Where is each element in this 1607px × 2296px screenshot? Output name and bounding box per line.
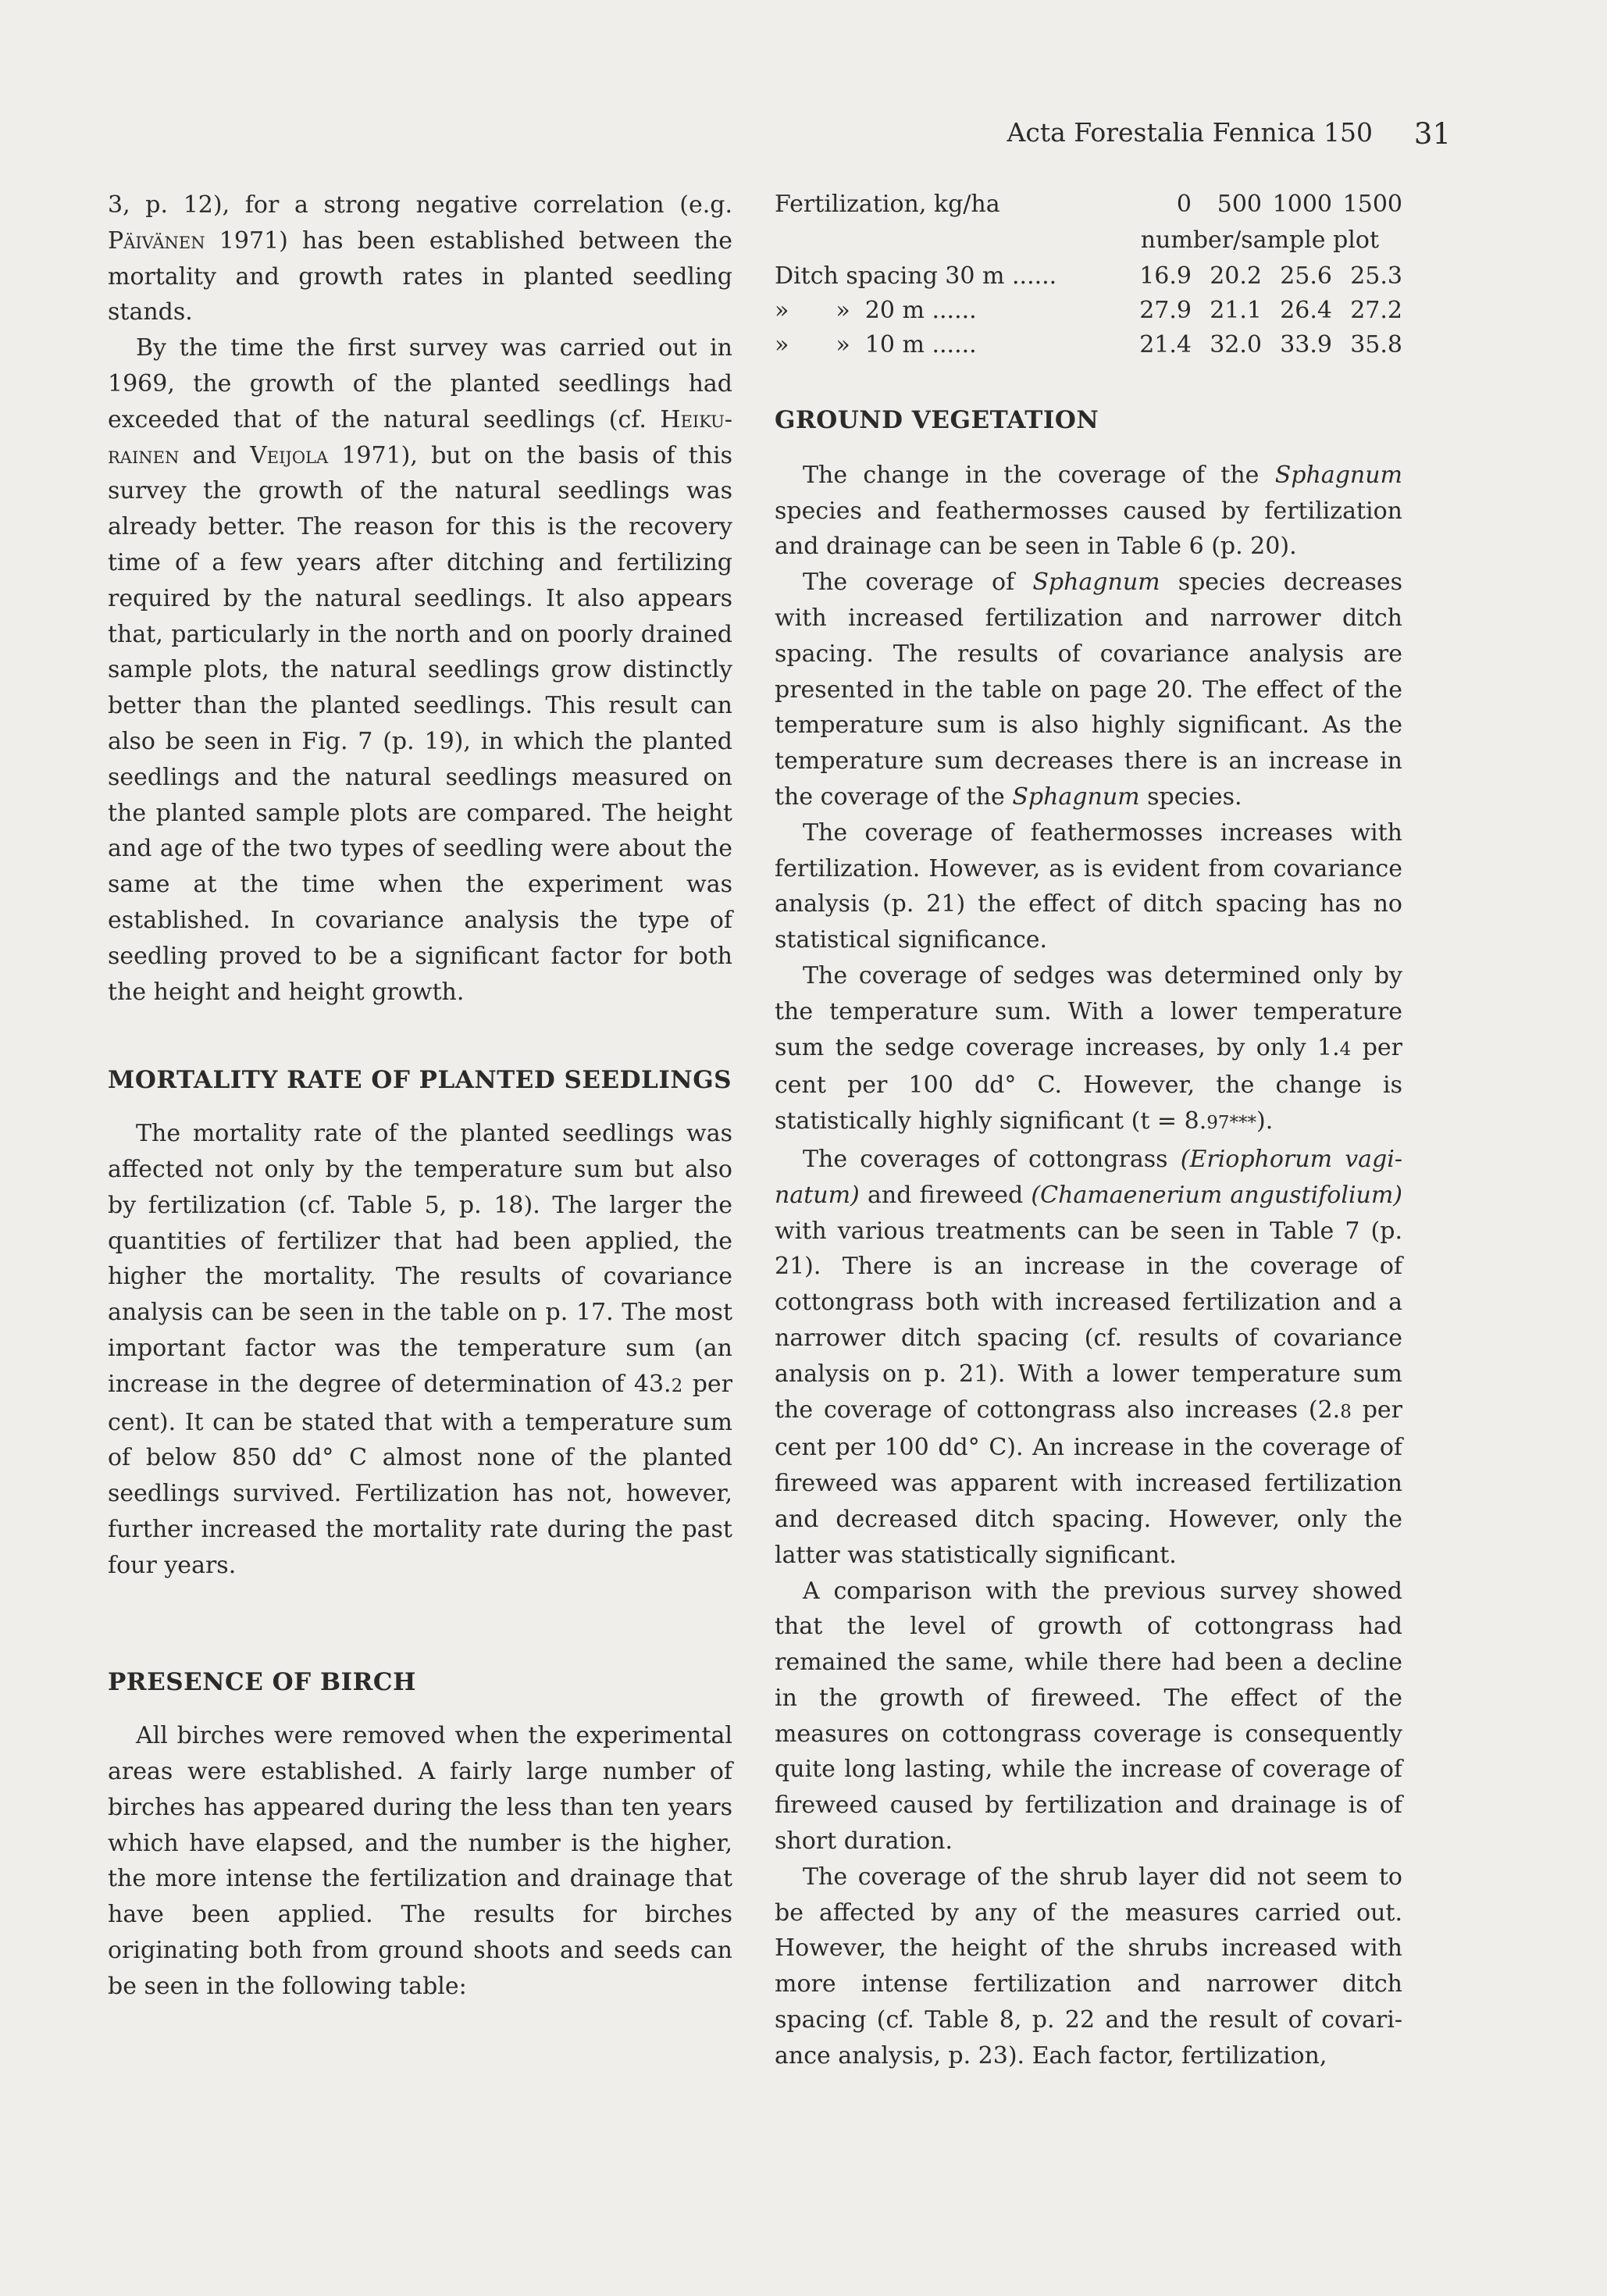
table-cell: 26.4: [1280, 297, 1332, 324]
page-number: 31: [1413, 117, 1451, 151]
table-cell: 27.2: [1350, 297, 1402, 324]
table-header-row: [775, 187, 1402, 222]
left-column: [108, 187, 732, 2005]
table-cell: 32.0: [1210, 331, 1262, 358]
table-col-header: 0: [1176, 191, 1192, 218]
section-heading-birch: PRESENCE OF BIRCH: [108, 1668, 416, 1697]
right-column: [775, 187, 1402, 2074]
paragraph: The coverage of Sphagnum species decreases with increased fertilization and narrower ditch spacing. The results of covariance analysis are presented in the table on page 20. The effect of the temperature sum is also highly significant. As the temperature sum decreases there is an increase in the coverage of the Sphagnum species.: [775, 569, 1402, 811]
table-cell: 27.9: [1139, 297, 1192, 324]
paragraph: A comparison with the previous survey showed that the level of growth of cottongrass had remained the same, while there had been a decline in the growth of fireweed. The effect of the measures on cottongrass coverage is consequently quite long lasting, while the increase of coverage of fireweed caused by fertilization and drainage is of short duration.: [775, 1577, 1402, 1856]
table-header-label: Fertilization, kg/ha: [775, 191, 1000, 218]
table-row: [775, 328, 1402, 362]
table-row: [775, 294, 1402, 328]
table-cell: 20.2: [1210, 262, 1262, 290]
table-cell: 21.1: [1210, 297, 1262, 324]
table-cell: 33.9: [1280, 331, 1332, 358]
paragraph: All birches were removed when the experimental areas were established. A fairly large number of birches has appeared during the less than ten years which have elapsed, and the number is the higher, the more intense the fertilization and drainage that have been applied. The results for birches originating both from ground shoots and seeds can be seen in the following table:: [108, 1722, 732, 2000]
table-unit: number/sample plot: [1140, 226, 1379, 254]
table-cell: 25.6: [1280, 262, 1332, 290]
section-heading-mortality: MORTALITY RATE OF PLANTED SEEDLINGS: [108, 1066, 732, 1095]
paragraph: The coverage of the shrub layer did not seem to be affected by any of the measures carried out. However, the height of the shrubs increased with more intense fertilization and narrower ditch spacing (cf. Table 8, p. 22 and the result of covariance analysis, p. 23). Each factor, fertilization,: [775, 1863, 1402, 2070]
paragraph: The mortality rate of the planted seedlings was affected not only by the temperature sum but also by fertilization (cf. Table 5, p. 18). The larger the quantities of fertilizer that had been applied, the higher the mortality. The results of covariance analysis can be seen in the table on p. 17. The most important factor was the temperature sum (an increase in the degree of determination of 43.2 per cent). It can be stated that with a temperature sum of below 850 dd° C almost none of the planted seedlings survived. Fertilization has not, however, further increased the mortality rate during the past four years.: [108, 1120, 732, 1579]
table-cell: 16.9: [1139, 262, 1192, 290]
table-col-header: 1000: [1272, 191, 1332, 218]
table-col-header: 500: [1217, 191, 1262, 218]
table-cell: 25.3: [1350, 262, 1402, 290]
table-row-label: Ditch spacing 30 m ......: [775, 262, 1057, 290]
paragraph: The coverage of feathermosses increases with fertilization. However, as is evident from covariance analysis (p. 21) the effect of ditch spacing has no statistical significance.: [775, 818, 1402, 954]
paragraph: The coverages of cottongrass (Eriophorum vaginatum) and fireweed (Chamaenerium angustifolium) with various treatments can be seen in Table 7 (p. 21). There is an increase in the coverage of cottongrass both with increased fertilization and a narrower ditch spacing (cf. results of covariance analysis on p. 21). With a lower temperature sum the coverage of cottongrass also increases (2.8 per cent per 100 dd° C). An increase in the coverage of fireweed was apparent with increased fertilization and decreased ditch spacing. However, only the latter was statistically significant.: [775, 1145, 1403, 1569]
paragraph: By the time the first survey was carried out in 1969, the growth of the planted seedlings had exceeded that of the natural seedlings (cf. Heikurainen and Veijola 1971), but on the basis of this survey the growth of the natural seedlings was already better. The reason for this is the recovery time of a few years after ditching and fertilizing required by the natural seedlings. It also appears that, particularly in the north and on poorly drained sample plots, the natural seedlings grow distinctly better than the planted seedlings. This result can also be seen in Fig. 7 (p. 19), in which the planted seedlings and the natural seedlings measured on the planted sample plots are compared. The height and age of the two types of seedling were about the same at the time when the experiment was established. In covariance analysis the type of seedling proved to be a significant factor for both the height and height growth.: [108, 334, 732, 1006]
table-row-label: » » 20 m ......: [775, 297, 977, 324]
section-heading-vegetation: GROUND VEGETATION: [775, 406, 1099, 434]
table-cell: 35.8: [1350, 331, 1402, 358]
table-row: [775, 259, 1402, 294]
paragraph: 3, p. 12), for a strong negative correlation (e.g. Päivänen 1971) has been established between the mortality and growth rates in planted seedling stands.: [108, 191, 732, 326]
table-unit-row: [775, 222, 1402, 259]
paragraph: The coverage of sedges was determined only by the temperature sum. With a lower temperature sum the sedge coverage increases, by only 1.4 per cent per 100 dd° C. However, the change is statistically highly significant (t = 8.97***).: [775, 961, 1402, 1136]
table-row-label: » » 10 m ......: [775, 331, 977, 358]
paragraph: The change in the coverage of the Sphagnum species and feathermosses caused by fertilization and drainage can be seen in Table 6 (p. 20).: [775, 461, 1402, 561]
table-col-header: 1500: [1342, 191, 1402, 218]
journal-title: Acta Forestalia Fennica 150: [1007, 117, 1373, 148]
birch-count-table: [775, 187, 1402, 362]
table-cell: 21.4: [1139, 331, 1192, 358]
